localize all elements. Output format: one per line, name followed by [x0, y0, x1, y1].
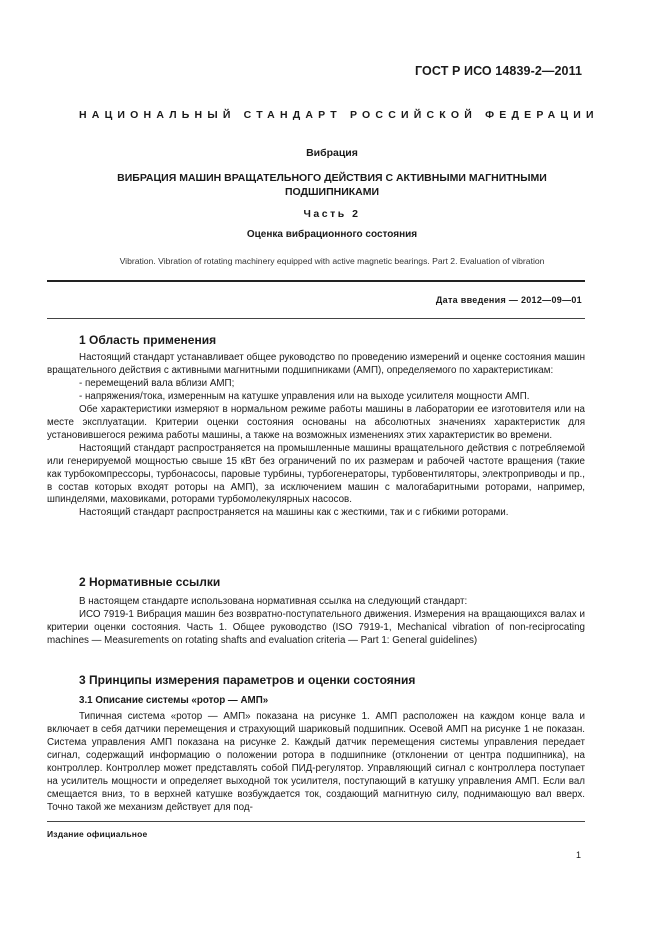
paragraph: Типичная система «ротор — АМП» показана на рисунке 1. АМП расположен на каждом конце вала и включает в себя датчики перемещения и страхующий шариковый подшипник. Осевой АМП на рисунке 1 не показан. Система управления АМП показана на рисунке 2. Каждый датчик перемещения системы управления передает сигнал, содержащий информацию о положении ротора в подшипнике (отклонении от центра подшипника), на контроллер. Контроллер может представлять собой ПИД-регулятор. Управляющий сигнал с контроллера поступает на усилитель мощности и определяет выходной ток усилителя, поступающий в катушку управления АМП. Если вал смещается вниз, то в верхней катушке возбуждается ток, создающий магнитную силу, поднимающую вал вверх. Точно такой же механизм действует для под-: [47, 711, 585, 813]
section-3-heading: 3 Принципы измерения параметров и оценки состояния: [79, 673, 416, 687]
page-number: 1: [575, 850, 581, 860]
paragraph: В настоящем стандарте использована нормативная ссылка на следующий стандарт:: [79, 596, 468, 607]
paragraph: Настоящий стандарт устанавливает общее руководство по проведению измерений и оценке состояния машин вращательного действия с активными магнитными подшипниками (АМП), определяемого по характеристикам:: [47, 352, 585, 376]
paragraph: Настоящий стандарт распространяется на машины как с жесткими, так и с гибкими роторами.: [79, 507, 509, 519]
national-standard-banner: НАЦИОНАЛЬНЫЙ СТАНДАРТ РОССИЙСКОЙ ФЕДЕРАЦИИ: [79, 109, 599, 121]
paragraph: Настоящий стандарт распространяется на промышленные машины вращательного действия с потребляемой или генерируемой мощностью свыше 15 кВт без ограничений по их размерам и рабочей частоте вращения (такие как турбокомпрессоры, турбонасосы, паровые турбины, турбогенераторы, турбовентиляторы, электроприводы и пр., в состав которых входят роторы на АМП), за исключением машин с малогабаритными роторами, например, шпинделями, маховиками, роторами турбомолекулярных насосов.: [47, 442, 585, 506]
section-1-body: [47, 352, 585, 520]
title-english: Vibration. Vibration of rotating machinery equipped with active magnetic bearings. Part 2. Evaluation of vibration: [119, 256, 545, 266]
date-intro: Дата введения — 2012—09—01: [435, 295, 582, 305]
list-item: - перемещений вала вблизи АМП;: [79, 377, 235, 389]
paragraph: ИСО 7919-1 Вибрация машин без возвратно-поступательного движения. Измерения на вращающихся валах и критерии оценки состояния. Часть 1. Общее руководство (ISO 7919-1, Mechanical vibration of non-reciprocating machines — Measurements on rotating shafts and evaluation criteria — Part 1: General guidelines): [47, 608, 585, 646]
date-divider: [47, 318, 585, 319]
gost-number: ГОСТ Р ИСО 14839-2—2011: [415, 64, 582, 78]
paragraph: Обе характеристики измеряют в нормальном режиме работы машины в лаборатории ее изготовителя или на месте эксплуатации. Критерии оценки состояния основаны на абсолютных значениях характеристик для установившегося режима работы машины, а также на возможных изменениях этих характеристик во времени.: [47, 403, 585, 441]
title-group: Вибрация: [306, 147, 358, 159]
title-main: [79, 171, 585, 199]
section-2-body: [47, 596, 585, 648]
footer-divider: [47, 821, 585, 822]
section-1-heading: 1 Область применения: [79, 333, 217, 347]
title-part: Часть 2: [303, 208, 361, 220]
title-main-text: ВИБРАЦИЯ МАШИН ВРАЩАТЕЛЬНОГО ДЕЙСТВИЯ С АКТИВНЫМИ МАГНИТНЫМИ ПОДШИПНИКАМИ: [117, 172, 547, 198]
edition-label: Издание официальное: [47, 829, 148, 839]
section-3-1-heading: 3.1 Описание системы «ротор — АМП»: [79, 695, 269, 706]
title-divider: [47, 280, 585, 282]
section-2-heading: 2 Нормативные ссылки: [79, 575, 221, 589]
list-item: - напряжения/тока, измеренным на катушке управления или на выходе усилителя мощности АМП.: [79, 390, 530, 402]
title-subtitle: Оценка вибрационного состояния: [246, 229, 418, 240]
section-3-body: [47, 711, 585, 815]
